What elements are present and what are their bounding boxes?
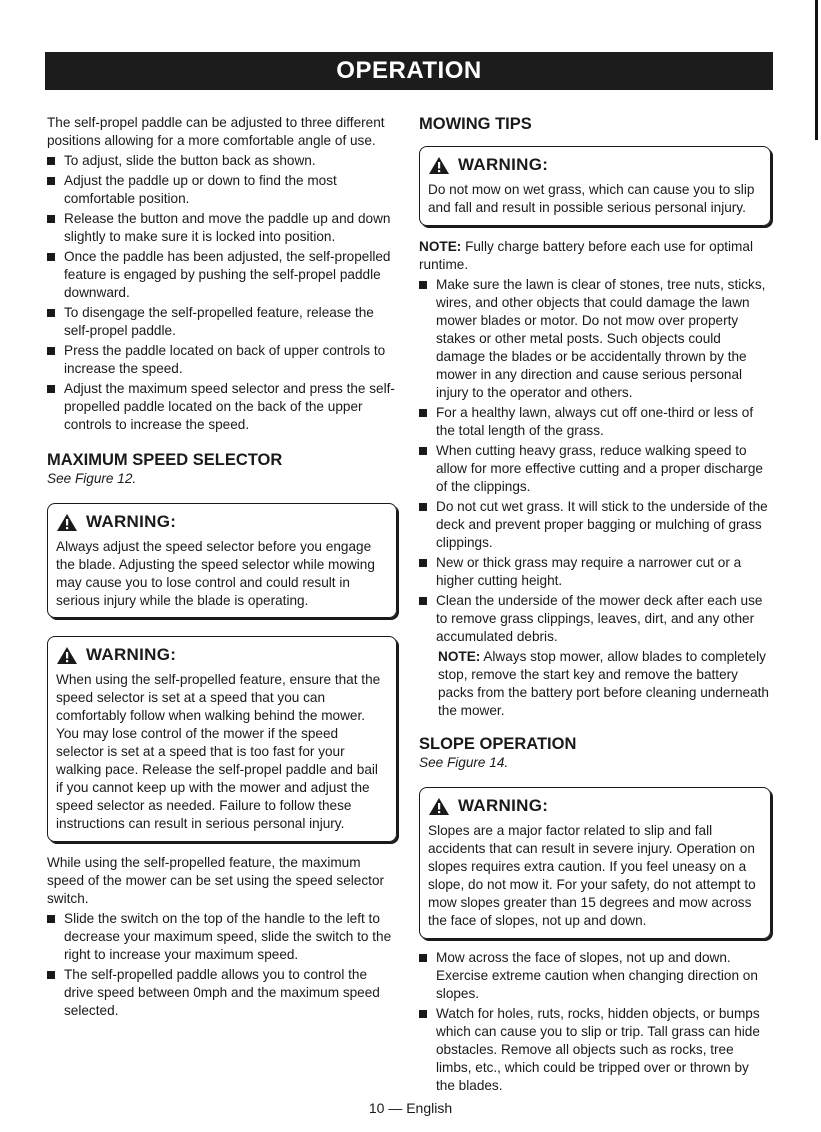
warning-triangle-icon [56,513,78,532]
note-text: Fully charge battery before each use for optimal runtime. [419,239,753,272]
warning-box-wet-grass [419,146,771,226]
section-header-bar [45,52,773,90]
list-item: Make sure the lawn is clear of stones, tree nuts, sticks, wires, and other objects that could damage the lawn mower blades or motor. Do not mow over property stakes or other metal posts. Such objects could damage the blades or be accidentally thrown by the mower in any direction and cause serious personal injury to the operator and others. [419,276,771,402]
warning-title: WARNING: [458,155,549,174]
figure-reference: See Figure 12. [47,471,137,486]
figure-reference: See Figure 14. [419,755,509,770]
note-cleaning [419,648,771,720]
list-item: For a healthy lawn, always cut off one-third or less of the total length of the grass. [419,404,771,440]
warning-title: WARNING: [86,645,177,664]
warning-title: WARNING: [86,512,177,531]
warning-box-slopes [419,787,771,939]
list-item: The self-propelled paddle allows you to control the drive speed between 0mph and the maximum speed selected. [47,966,397,1020]
warning-text: Do not mow on wet grass, which can cause you to slip and fall and result in possible serious personal injury. [428,182,755,215]
paddle-bullet-list [47,152,397,434]
list-item: Clean the underside of the mower deck after each use to remove grass clippings, leaves, dirt, and any other accumulated debris. [419,592,771,646]
list-item: Do not cut wet grass. It will stick to the underside of the deck and prevent proper bagging or mulching of grass clippings. [419,498,771,552]
slope-bullet-list [419,949,771,1095]
list-item: Watch for holes, ruts, rocks, hidden objects, or bumps which can cause you to slip or trip. Tall grass can hide obstacles. Remove all objects such as rocks, tree limbs, etc., which could be tripped over or thrown by the blades. [419,1005,771,1095]
list-item: New or thick grass may require a narrower cut or a higher cutting height. [419,554,771,590]
warning-triangle-icon [428,156,450,175]
list-item: Release the button and move the paddle up and down slightly to make sure it is locked into position. [47,210,397,246]
list-item: Mow across the face of slopes, not up and down. Exercise extreme caution when changing direction on slopes. [419,949,771,1003]
list-item: Press the paddle located on back of upper controls to increase the speed. [47,342,397,378]
mowing-bullet-list [419,276,771,646]
warning-triangle-icon [56,646,78,665]
list-item: To adjust, slide the button back as shown. [47,152,397,170]
note-label: NOTE: [438,649,481,664]
left-column [47,114,397,1022]
page-title: OPERATION [336,57,482,84]
right-column [419,114,771,1097]
warning-text: Slopes are a major factor related to slip and fall accidents that can result in severe injury. Operation on slopes requires extra caution. If you feel uneasy on a slope, do not mow it. For your safety, do not attempt to mow slopes greater than 15 degrees and mow across the face of slopes, not up and down. [428,823,756,928]
warning-text: Always adjust the speed selector before you engage the blade. Adjusting the speed selector while mowing may cause you to lose control and could result in serious injury while the blade is operating. [56,539,375,608]
note-label: NOTE: [419,239,462,254]
list-item: To disengage the self-propelled feature, release the self-propel paddle. [47,304,397,340]
page-edge-line [815,0,818,140]
list-item: Adjust the maximum speed selector and press the self-propelled paddle located on the back of the upper controls to increase the speed. [47,380,397,434]
list-item: Once the paddle has been adjusted, the self-propelled feature is engaged by pushing the self-propel paddle downward. [47,248,397,302]
speed-selector-paragraph: While using the self-propelled feature, the maximum speed of the mower can be set using the speed selector switch. [47,855,385,906]
warning-title: WARNING: [458,796,549,815]
warning-triangle-icon [428,797,450,816]
intro-paragraph: The self-propel paddle can be adjusted to three different positions allowing for a more comfortable angle of use. [47,115,385,148]
list-item: When cutting heavy grass, reduce walking speed to allow for more effective cutting and a proper discharge of the clippings. [419,442,771,496]
mowing-tips-heading: MOWING TIPS [419,115,532,133]
speed-bullet-list [47,910,397,1020]
slope-operation-heading: SLOPE OPERATION [419,735,577,753]
note-battery [419,238,771,274]
max-speed-heading: MAXIMUM SPEED SELECTOR [47,451,283,469]
note-text: Always stop mower, allow blades to completely stop, remove the start key and remove the battery packs from the battery port before cleaning underneath the mower. [438,649,769,718]
list-item: Slide the switch on the top of the handle to the left to decrease your maximum speed, slide the switch to the right to increase your maximum speed. [47,910,397,964]
page-footer: 10 — English [368,1100,453,1116]
warning-text: When using the self-propelled feature, ensure that the speed selector is set at a speed that you can comfortably follow when walking behind the mower. You may lose control of the mower if the speed selector is set at a speed that is too fast for your walking pace. Release the self-propel paddle and bail if you cannot keep up with the mower and adjust the speed selector as needed. Failure to follow these instructions can result in serious personal injury. [56,672,381,831]
list-item: Adjust the paddle up or down to find the most comfortable position. [47,172,397,208]
warning-box-self-propel [47,636,397,842]
warning-box-speed-selector [47,503,397,618]
